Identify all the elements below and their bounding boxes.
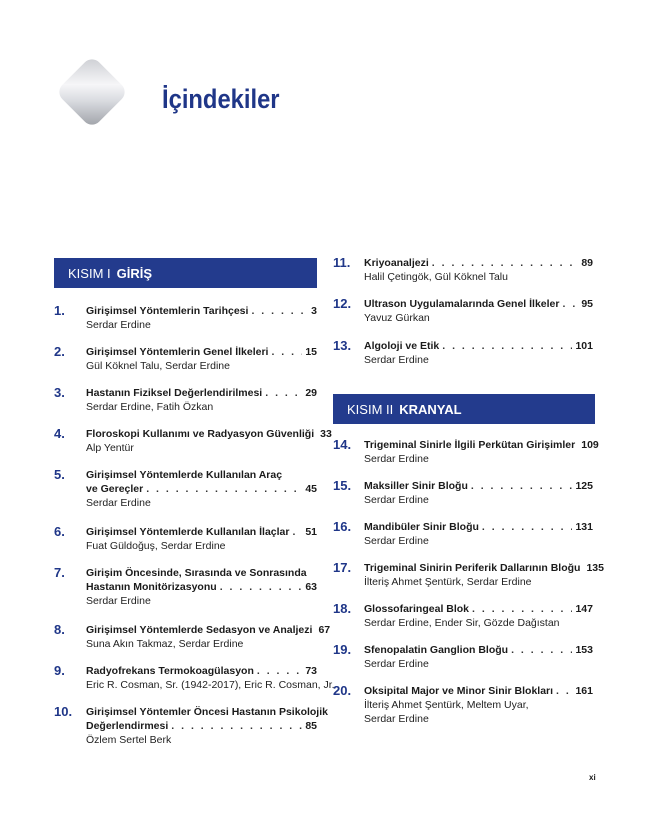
section-label: KISIM II	[347, 401, 394, 417]
section-header-kisim-1	[54, 258, 317, 288]
chapter-page-number: 101	[575, 340, 593, 352]
chapter-title-line	[364, 561, 604, 575]
chapter-title-line	[86, 304, 317, 318]
chapter-title: ve Gereçler	[86, 483, 144, 495]
chapter-authors: Alp Yentür	[86, 442, 134, 454]
chapter-title: Floroskopi Kullanımı ve Radyasyon Güvenliği	[86, 428, 315, 440]
chapter-title-line	[364, 684, 593, 698]
chapter-authors: İlteriş Ahmet Şentürk, Meltem Uyar,	[364, 699, 529, 711]
chapter-number: 1.	[54, 303, 65, 318]
dot-leader	[432, 256, 579, 270]
chapter-title-line	[364, 643, 593, 657]
dot-leader	[442, 339, 572, 353]
chapter-page-number: 29	[305, 387, 317, 399]
dot-leader	[292, 525, 302, 539]
chapter-page-number: 135	[586, 562, 604, 574]
chapter-number: 6.	[54, 524, 65, 539]
chapter-title: Algoloji ve Etik	[364, 340, 440, 352]
chapter-title: Girişimsel Yöntemlerde Kullanılan İlaçlar	[86, 526, 290, 538]
chapter-page-number: 95	[581, 298, 593, 310]
chapter-authors: Serdar Erdine	[364, 494, 429, 506]
chapter-authors: Serdar Erdine	[364, 535, 429, 547]
chapter-authors: Serdar Erdine	[86, 595, 151, 607]
chapter-number: 10.	[54, 704, 73, 719]
dot-leader	[257, 664, 302, 678]
dot-leader	[482, 520, 573, 534]
dot-leader	[171, 719, 302, 733]
chapter-page-number: 147	[575, 603, 593, 615]
chapter-title: Değerlendirmesi	[86, 720, 169, 732]
chapter-title-line	[364, 520, 593, 534]
section-name: KRANYAL	[399, 401, 462, 417]
chapter-authors: Serdar Erdine	[364, 453, 429, 465]
chapter-title-line	[86, 623, 331, 637]
dot-leader	[220, 580, 303, 594]
chapter-authors: Özlem Sertel Berk	[86, 734, 172, 746]
dot-leader	[511, 643, 572, 657]
chapter-number: 19.	[333, 642, 352, 657]
chapter-number: 4.	[54, 426, 65, 441]
chapter-page-number: 51	[305, 526, 317, 538]
chapter-title: Ultrason Uygulamalarında Genel İlkeler	[364, 298, 560, 310]
page-number: xi	[589, 773, 596, 782]
dot-leader	[251, 304, 308, 318]
chapter-title: Trigeminal Sinirle İlgili Perkütan Girişimler	[364, 439, 576, 451]
dot-leader	[271, 345, 302, 359]
chapter-number: 9.	[54, 663, 65, 678]
section-label: KISIM I	[68, 265, 111, 281]
chapter-number: 7.	[54, 565, 65, 580]
chapter-title-line	[364, 256, 593, 270]
diamond-ornament	[55, 55, 129, 129]
chapter-authors: Serdar Erdine, Fatih Özkan	[86, 401, 214, 413]
chapter-authors: Serdar Erdine	[364, 354, 429, 366]
chapter-title-line	[86, 719, 317, 733]
chapter-title: Girişimsel Yöntemlerin Tarihçesi	[86, 305, 249, 317]
chapter-title: Kriyoanaljezi	[364, 257, 429, 269]
chapter-page-number: 109	[581, 439, 599, 451]
chapter-title: Trigeminal Sinirin Periferik Dallarının Bloğu	[364, 562, 581, 574]
chapter-title-line	[364, 297, 593, 311]
chapter-title-line	[86, 345, 317, 359]
chapter-number: 2.	[54, 344, 65, 359]
chapter-page-number: 131	[575, 521, 593, 533]
chapter-authors: Gül Köknel Talu, Serdar Erdine	[86, 360, 230, 372]
section-header-kisim-2	[333, 394, 595, 424]
chapter-authors: Eric R. Cosman, Sr. (1942-2017), Eric R. Cosman, Jr.	[86, 679, 335, 691]
chapter-title-line	[86, 525, 317, 539]
chapter-title: Girişimsel Yöntemlerde Kullanılan Araç	[86, 469, 283, 481]
chapter-title-line	[86, 664, 317, 678]
chapter-authors: Suna Akın Takmaz, Serdar Erdine	[86, 638, 244, 650]
chapter-title-line	[86, 386, 317, 400]
chapter-title: Mandibüler Sinir Bloğu	[364, 521, 479, 533]
section-name: GİRİŞ	[116, 265, 153, 281]
page-title: İçindekiler	[162, 84, 280, 114]
chapter-title: Girişimsel Yöntemlerin Genel İlkeleri	[86, 346, 269, 358]
chapter-page-number: 63	[305, 581, 317, 593]
chapter-title-line	[86, 580, 317, 594]
chapter-title: Girişimsel Yöntemler Öncesi Hastanın Psikolojik	[86, 706, 328, 718]
chapter-authors: Halil Çetingök, Gül Köknel Talu	[364, 271, 508, 283]
dot-leader	[146, 482, 302, 496]
dot-leader	[563, 297, 579, 311]
chapter-authors: Yavuz Gürkan	[364, 312, 430, 324]
chapter-page-number: 125	[575, 480, 593, 492]
chapter-number: 13.	[333, 338, 352, 353]
chapter-number: 14.	[333, 437, 352, 452]
dot-leader	[471, 479, 573, 493]
chapter-title: Hastanın Fiziksel Değerlendirilmesi	[86, 387, 263, 399]
chapter-title-line	[364, 602, 593, 616]
chapter-number: 11.	[333, 255, 351, 270]
chapter-title: Girişimsel Yöntemlerde Sedasyon ve Analjezi	[86, 624, 313, 636]
chapter-page-number: 45	[305, 483, 317, 495]
chapter-page-number: 67	[318, 624, 331, 636]
chapter-authors: Serdar Erdine	[364, 658, 429, 670]
chapter-number: 5.	[54, 467, 65, 482]
chapter-title: Sfenopalatin Ganglion Bloğu	[364, 644, 509, 656]
chapter-number: 15.	[333, 478, 352, 493]
chapter-page-number: 153	[575, 644, 593, 656]
chapter-number: 18.	[333, 601, 352, 616]
dot-leader	[556, 684, 572, 698]
chapter-title: Hastanın Monitörizasyonu	[86, 581, 217, 593]
chapter-number: 3.	[54, 385, 65, 400]
chapter-page-number: 161	[575, 685, 593, 697]
chapter-title-line	[364, 438, 599, 452]
chapter-title: Maksiller Sinir Bloğu	[364, 480, 468, 492]
chapter-authors: Serdar Erdine	[364, 713, 429, 725]
chapter-authors: Serdar Erdine	[86, 497, 151, 509]
chapter-number: 17.	[333, 560, 352, 575]
chapter-title: Radyofrekans Termokoagülasyon	[86, 665, 254, 677]
chapter-page-number: 85	[305, 720, 317, 732]
chapter-page-number: 89	[581, 257, 593, 269]
chapter-title: Girişim Öncesinde, Sırasında ve Sonrasında	[86, 567, 307, 579]
chapter-title-line	[364, 479, 593, 493]
chapter-authors: Serdar Erdine	[86, 319, 151, 331]
chapter-title-line	[364, 339, 593, 353]
chapter-title-line	[86, 482, 317, 496]
chapter-title: Oksipital Major ve Minor Sinir Blokları	[364, 685, 554, 697]
chapter-page-number: 15	[305, 346, 317, 358]
dot-leader	[265, 386, 302, 400]
chapter-number: 20.	[333, 683, 352, 698]
chapter-title: Glossofaringeal Blok	[364, 603, 470, 615]
chapter-authors: Fuat Güldoğuş, Serdar Erdine	[86, 540, 226, 552]
chapter-title-line	[86, 427, 332, 441]
chapter-number: 12.	[333, 296, 352, 311]
chapter-page-number: 3	[311, 305, 317, 317]
chapter-number: 8.	[54, 622, 65, 637]
dot-leader	[472, 602, 572, 616]
chapter-page-number: 73	[305, 665, 317, 677]
chapter-number: 16.	[333, 519, 352, 534]
chapter-authors: İlteriş Ahmet Şentürk, Serdar Erdine	[364, 576, 532, 588]
chapter-page-number: 33	[320, 428, 332, 440]
chapter-authors: Serdar Erdine, Ender Sir, Gözde Dağıstan	[364, 617, 560, 629]
